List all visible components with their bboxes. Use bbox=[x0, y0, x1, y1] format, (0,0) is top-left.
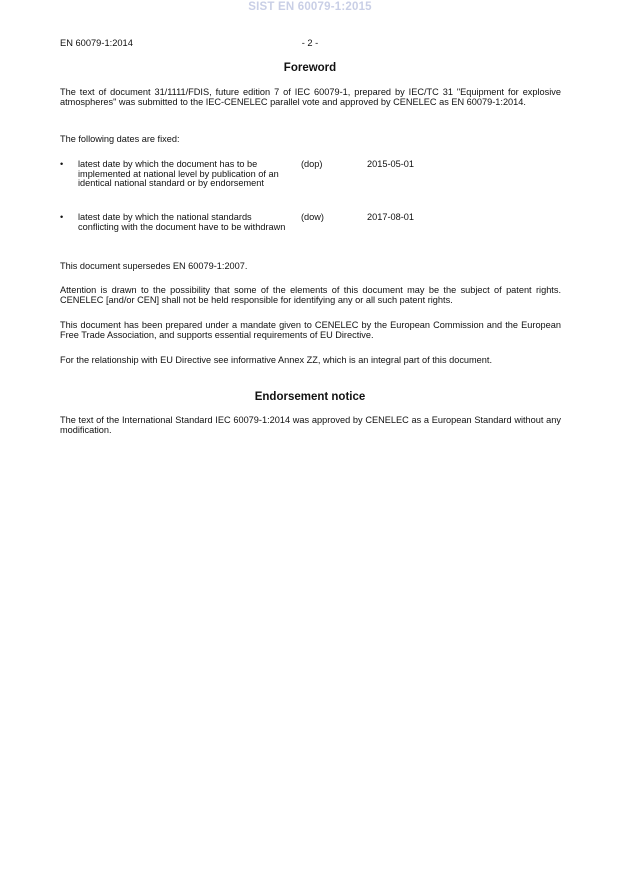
foreword-intro-paragraph: The text of document 31/1111/FDIS, future edition 7 of IEC 60079-1, prepared by IEC/TC 31 "Equipment for explosive atmospheres" was submitted to the IEC-CENELEC parallel vote and approved by CENELEC as EN 60079-1:2014. bbox=[60, 87, 561, 107]
date-item-description: latest date by which the national standards conflicting with the document have to be withdrawn bbox=[78, 212, 286, 232]
bullet-icon: • bbox=[60, 212, 64, 222]
date-item-value: 2017-08-01 bbox=[367, 212, 414, 222]
bullet-icon: • bbox=[60, 159, 64, 169]
watermark: SIST EN 60079-1:2015 bbox=[248, 1, 372, 13]
patent-paragraph: Attention is drawn to the possibility that some of the elements of this document may be the subject of patent rights. CENELEC [and/or CEN] shall not be held responsible for identifying any or all such patent rights. bbox=[60, 285, 561, 305]
date-item-description: latest date by which the document has to be implemented at national level by publication of an identical national standard or by endorsement bbox=[78, 159, 279, 189]
dates-intro: The following dates are fixed: bbox=[60, 134, 180, 144]
mandate-paragraph: This document has been prepared under a mandate given to CENELEC by the European Commission and the European Free Trade Association, and supports essential requirements of EU Directive. bbox=[60, 320, 561, 340]
date-item-value: 2015-05-01 bbox=[367, 159, 414, 169]
foreword-heading: Foreword bbox=[283, 62, 337, 74]
date-item-abbreviation: (dop) bbox=[301, 159, 323, 169]
date-item-abbreviation: (dow) bbox=[301, 212, 324, 222]
endorsement-heading: Endorsement notice bbox=[254, 391, 366, 403]
supersedes-paragraph: This document supersedes EN 60079-1:2007. bbox=[60, 261, 248, 271]
endorsement-paragraph: The text of the International Standard IEC 60079-1:2014 was approved by CENELEC as a European Standard without any modification. bbox=[60, 415, 561, 435]
relationship-paragraph: For the relationship with EU Directive see informative Annex ZZ, which is an integral part of this document. bbox=[60, 355, 493, 365]
header-page-number: - 2 - bbox=[301, 38, 319, 48]
header-document-id: EN 60079-1:2014 bbox=[60, 38, 133, 48]
